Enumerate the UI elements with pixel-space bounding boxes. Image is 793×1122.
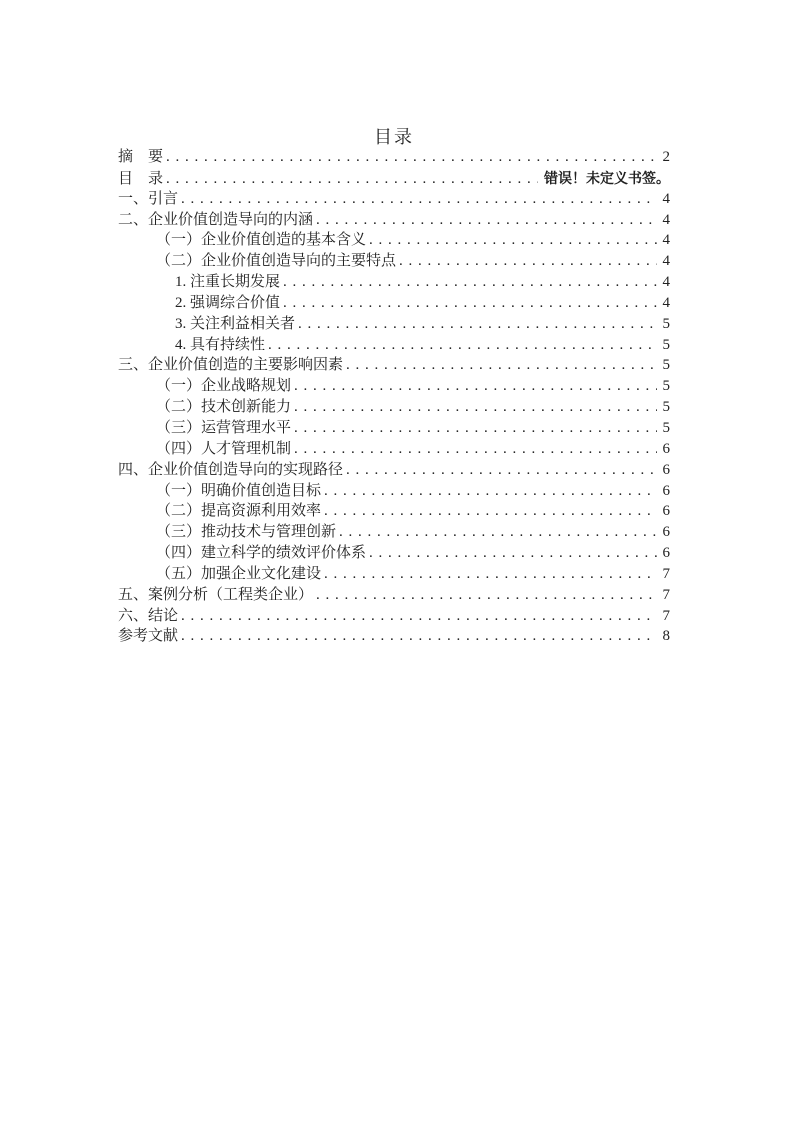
toc-entry-page-number: 4 (662, 190, 670, 207)
toc-entry[interactable] (118, 460, 670, 481)
toc-entry-page-number: 4 (662, 253, 670, 270)
toc-entry-label: （四）建立科学的绩效评价体系 (156, 545, 367, 562)
toc-dot-leader (298, 314, 656, 335)
toc-dot-leader (369, 230, 656, 251)
toc-dot-leader (324, 501, 656, 522)
toc-dot-leader (324, 564, 656, 585)
toc-entry-page-number: 6 (662, 461, 670, 478)
toc-entry-label: （二）技术创新能力 (156, 399, 292, 416)
toc-dot-leader (346, 355, 656, 376)
toc-entry[interactable] (118, 543, 670, 564)
toc-entry[interactable] (118, 293, 670, 314)
toc-entry[interactable] (118, 418, 670, 439)
toc-entry-page-number: 7 (662, 565, 670, 582)
toc-dot-leader (268, 335, 656, 356)
toc-dot-leader (346, 460, 656, 481)
toc-entry[interactable] (118, 564, 670, 585)
toc-entry[interactable] (118, 626, 670, 647)
toc-dot-leader (181, 189, 656, 210)
toc-entry-label: （四）人才管理机制 (156, 440, 292, 457)
toc-dot-leader (181, 626, 656, 647)
toc-entry[interactable] (118, 335, 670, 356)
toc-dot-leader (294, 397, 656, 418)
toc-entry-page-number: 8 (662, 628, 670, 645)
toc-entry-page-number: 4 (662, 211, 670, 228)
toc-dot-leader (294, 376, 656, 397)
toc-entry-page-number: 6 (662, 440, 670, 457)
toc-entry-page-number: 5 (662, 419, 670, 436)
toc-entry-label: （一）企业价值创造的基本含义 (156, 232, 367, 249)
toc-entry[interactable] (118, 189, 670, 210)
toc-dot-leader (316, 585, 656, 606)
toc-dot-leader (166, 169, 538, 190)
toc-entry-error-bookmark-text: 错误！未定义书签。 (544, 169, 670, 186)
toc-entry-label: 摘 要 (118, 149, 164, 165)
toc-entry[interactable] (118, 147, 670, 168)
toc-entry-page-number: 6 (662, 545, 670, 562)
toc-entry-label: 三、企业价值创造的主要影响因素 (118, 357, 344, 374)
toc-entry-label: （五）加强企业文化建设 (156, 565, 322, 582)
toc-entry-page-number: 4 (662, 294, 670, 311)
toc-dot-leader (294, 439, 656, 460)
toc-entry-label: 六、结论 (118, 607, 179, 624)
toc-dot-leader (399, 251, 656, 272)
toc-entry-page-number: 7 (662, 607, 670, 624)
toc-entry[interactable] (118, 397, 670, 418)
toc-entry-page-number: 5 (662, 378, 670, 395)
toc-entry[interactable] (118, 585, 670, 606)
toc-entry[interactable] (118, 439, 670, 460)
toc-entry-page-number: 4 (662, 232, 670, 249)
toc-entry[interactable] (118, 376, 670, 397)
toc-entry[interactable] (118, 230, 670, 251)
toc-entry-page-number: 5 (662, 336, 670, 353)
toc-entry-label: （二）提高资源利用效率 (156, 503, 322, 520)
toc-dot-leader (283, 293, 656, 314)
toc-title: 目录 (374, 127, 414, 147)
toc-dot-leader (316, 210, 656, 231)
toc-entry-page-number: 4 (662, 274, 670, 291)
toc-entry-label: 二、企业价值创造导向的内涵 (118, 211, 314, 228)
toc-dot-leader (369, 543, 656, 564)
toc-dot-leader (339, 522, 656, 543)
toc-entry-label: 2. 强调综合价值 (175, 294, 281, 311)
toc-entry-label: 参考文献 (118, 628, 179, 645)
toc-entry[interactable] (118, 272, 670, 293)
toc-entry-label: （一）企业战略规划 (156, 378, 292, 395)
toc-entry-page-number: 6 (662, 482, 670, 499)
toc-entry[interactable] (118, 168, 670, 189)
toc-dot-leader (181, 606, 656, 627)
toc-dot-leader (166, 147, 656, 168)
toc-dot-leader (294, 418, 656, 439)
toc-entry[interactable] (118, 522, 670, 543)
toc-entry-label: （三）运营管理水平 (156, 419, 292, 436)
toc-entry-page-number: 6 (662, 524, 670, 541)
toc-entry[interactable] (118, 501, 670, 522)
toc-entry-page-number: 5 (662, 357, 670, 374)
toc-entry-label: （三）推动技术与管理创新 (156, 524, 337, 541)
toc-entry-label: 1. 注重长期发展 (175, 274, 281, 291)
toc-dot-leader (324, 481, 656, 502)
toc-entry[interactable] (118, 355, 670, 376)
toc-dot-leader (283, 272, 656, 293)
toc-entry-label: 目 录 (118, 170, 164, 187)
toc-entry[interactable] (118, 481, 670, 502)
toc-entry-page-number: 5 (662, 399, 670, 416)
toc-entry-label: 四、企业价值创造导向的实现路径 (118, 461, 344, 478)
toc-entry-label: 4. 具有持续性 (175, 336, 266, 353)
toc-entry[interactable] (118, 314, 670, 335)
toc-entry-label: （一）明确价值创造目标 (156, 482, 322, 499)
toc-entry-page-number: 2 (662, 149, 670, 165)
toc-entry-page-number: 7 (662, 586, 670, 603)
toc-entry-label: 五、案例分析（工程类企业） (118, 586, 314, 603)
toc-entry[interactable] (118, 210, 670, 231)
toc-entry[interactable] (118, 606, 670, 627)
toc-entry-page-number: 5 (662, 315, 670, 332)
toc-list (118, 147, 670, 647)
toc-entry[interactable] (118, 251, 670, 272)
toc-entry-label: （二）企业价值创造导向的主要特点 (156, 253, 397, 270)
toc-entry-label: 一、引言 (118, 190, 179, 207)
toc-entry-page-number: 6 (662, 503, 670, 520)
toc-entry-label: 3. 关注利益相关者 (175, 315, 296, 332)
